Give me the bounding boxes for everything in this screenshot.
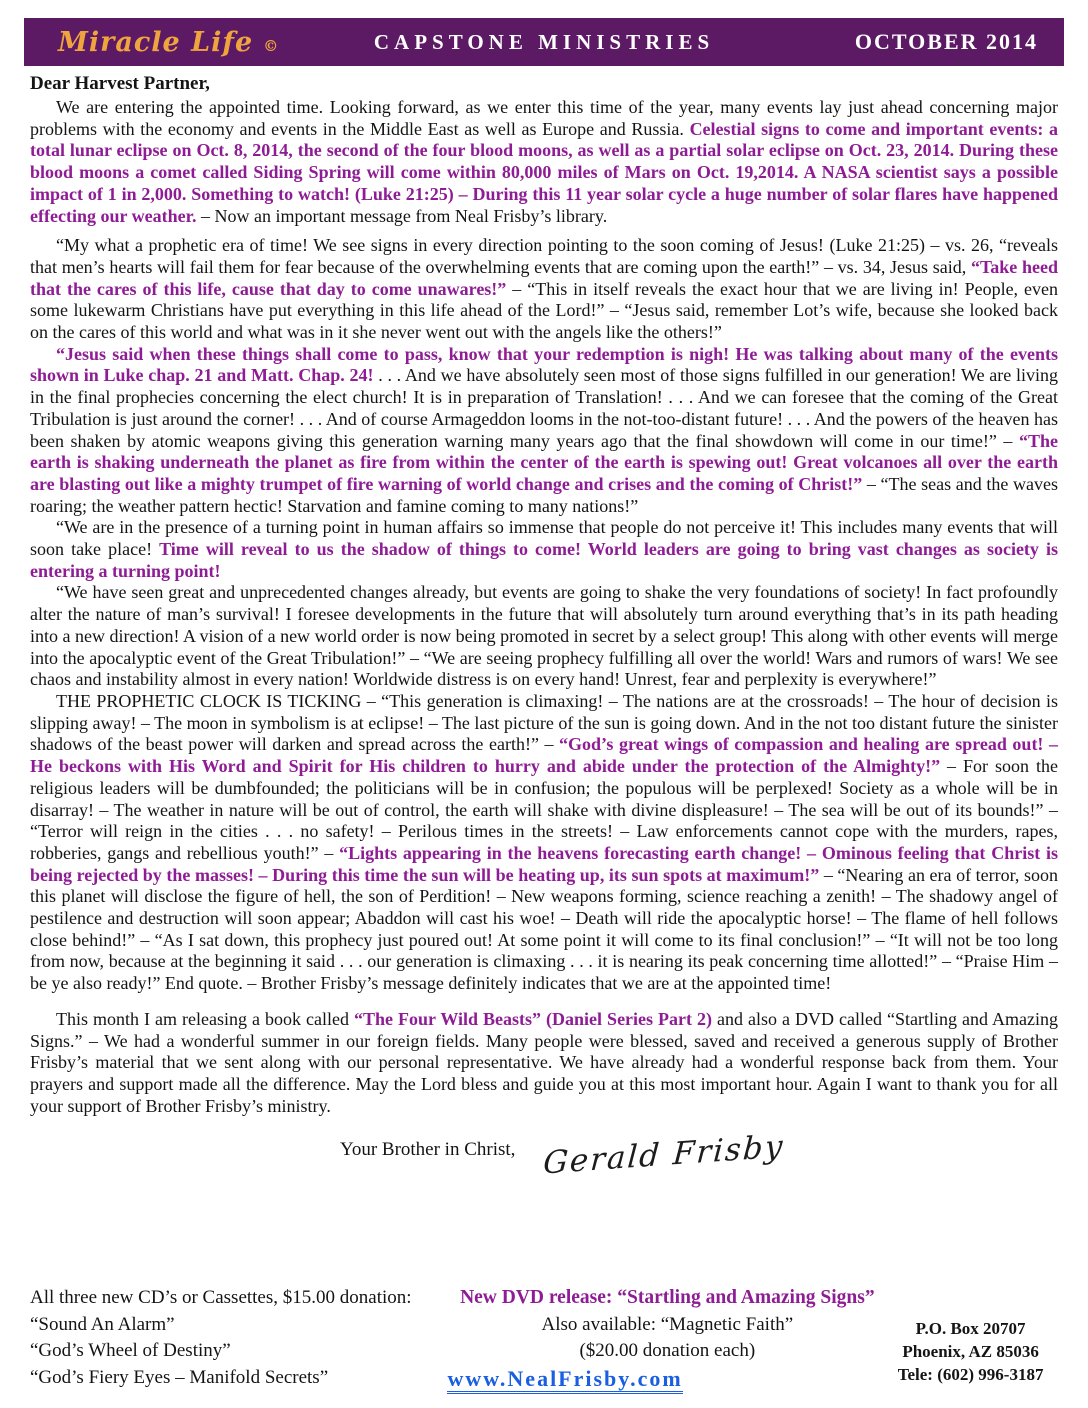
paragraph-text-segment: This month I am releasing a book called	[56, 1008, 354, 1029]
cd-title-item: “Sound An Alarm”	[30, 1313, 175, 1335]
paragraph-text-segment: – “This in itself reveals the exact hour that we are living in! People, even some lukewarm Christians have put everything in this life ahead of the Lord!” – “Jesus said, remember Lot’s wife, because she looked back on the cares of this world and what was in it she never went out with the angels like the others!”	[30, 278, 1058, 343]
po-box-line: P.O. Box 20707	[915, 1319, 1026, 1338]
dvd-release-line: New DVD release: “Startling and Amazing Signs”	[460, 1287, 875, 1308]
paragraph	[30, 517, 1058, 582]
footer-address-block	[883, 1285, 1058, 1386]
masthead-title: CAPSTONE MINISTRIES	[373, 29, 715, 54]
website-row	[447, 1366, 883, 1395]
paragraph-text-segment: . . . And we have absolutely seen most of those signs fulfilled in our generation! We are living in the final prophecies concerning the elect church! It is in preparation of Translation! . . . And we can foresee that the coming of the Great Tribulation is just around the corner! . . . And of course Armageddon looms in the not-too-distant future! . . . And the powers of the heaven has been shaken by atomic weapons giving this generation warning many years ago that the final showdown will come in our time!” –	[30, 365, 1059, 451]
footer-left-column	[30, 1285, 451, 1391]
closing-row	[340, 1128, 1058, 1182]
signature-handwriting: Gerald Frisby	[542, 1128, 786, 1182]
paragraph-text-segment: “Lights appearing in the heavens forecasting earth change! – Ominous feeling that Christ is being rejected by the masses! – During this time the sun will be heating up, its sun spots at maximum!”	[30, 842, 1058, 885]
letter-body	[30, 97, 1058, 1117]
paragraph-text-segment: Celestial signs to come and important events: a total lunar eclipse on Oct. 8, 2014, the second of the four blood moons, as well as a partial solar eclipse on Oct. 23, 2014. During these blood moons a comet called Siding Spring will come within 80,000 miles of Mars on Oct. 19,2014. A NASA scientist says a possible impact of 1 in 2,000. Something to watch! (Luke 21:25) – During this 11 year solar cycle a huge number of solar flares have happened effecting our weather.	[30, 118, 1058, 226]
paragraph-text-segment: “The Four Wild Beasts” (Daniel Series Part 2)	[353, 1008, 713, 1029]
paragraph	[30, 97, 1058, 227]
paragraph-text-segment: “My what a prophetic era of time! We see signs in every direction pointing to the soon coming of Jesus! (Luke 21:25) – vs. 26, “reveals that men’s hearts will fail them for fear because of the overwhelming events that are coming upon the earth!” – vs. 34, Jesus said,	[30, 235, 1058, 277]
ministry-logo	[58, 27, 279, 58]
cd-title-item: “God’s Fiery Eyes – Manifold Secrets”	[30, 1366, 329, 1388]
closing-label: Your Brother in Christ,	[340, 1139, 516, 1161]
paragraph-text-segment: and also a DVD called “Startling and Amazing Signs.” – We had a wonderful summer in our foreign fields. Many people were blessed, saved and received a generous supply of Brother Frisby’s material that we sent along with our personal representative. We have already had a wonderful response back from them. Your prayers and support made all the difference. May the Lord bless and guide you at this most important hour. Again I want to thank you for all your support of Brother Frisby’s ministry.	[30, 1008, 1058, 1116]
paragraph-text-segment: “We have seen great and unprecedented changes already, but events are going to shake the very foundations of society! In fact profoundly alter the nature of man’s survival! I foresee developments in the future that will absolutely turn around everything that’s in its path heading into a new direction! A vision of a new world order is now being promoted in secret by a select group! This along with other events will merge into the apocalyptic event of the Great Tribulation!” – “We are seeing prophecy fulfilling all over the world! Wars and rumors of wars! We see chaos and instability almost in every nation! Worldwide distress is on every hand! Unrest, fear and perplexity is everywhere!”	[30, 582, 1058, 690]
paragraph	[30, 691, 1058, 995]
paragraph-text-segment: – For soon the religious leaders will be dumbfounded; the politicians will be in confusion; the populous will be perplexed! Society as a whole will be in disarray! – The weather in nature will be out of control, the earth will shake with divine displeasure! – The sea will be out of its bounds!” – “Terror will reign in the cities . . . no safety! – Perilous times in the streets! – Law enforcements cannot cope with the murders, rapes, robberies, gangs and rebellious youth!” –	[30, 756, 1059, 863]
footer	[30, 1285, 1058, 1394]
cd-title-item: “God’s Wheel of Destiny”	[30, 1340, 231, 1361]
logo-script-text: Miracle Life	[58, 26, 254, 58]
cd-offer-heading: All three new CD’s or Cassettes, $15.00 donation:	[30, 1287, 412, 1308]
paragraph-text-segment: “Jesus said when these things shall come to pass, know that your redemption is nigh! He was talking about many of the events shown in Luke chap. 21 and Matt. Chap. 24!	[30, 343, 1058, 386]
paragraph-text-segment: We are entering the appointed time. Looking forward, as we enter this time of the year, many events lay just ahead concerning major problems with the economy and events in the Middle East as well as Europe and Russia.	[30, 97, 1058, 139]
also-available-line: Also available: “Magnetic Faith”	[541, 1313, 794, 1335]
copyright-symbol: ©	[263, 36, 280, 55]
website-link[interactable]: www.NealFrisby.com	[447, 1366, 682, 1394]
paragraph-text-segment: “Take heed that the cares of this life, cause that day to come unawares!”	[30, 256, 1058, 299]
cd-title-list	[30, 1312, 451, 1392]
paragraph-text-segment: – “Nearing an era of terror, soon this planet will disclose the figure of hell, the son of Perdition! – New weapons forming, science reaching a zenith! – The shadowy angel of pestilence and destruction will soon appear; Abaddon will cast his woe! – Death will ride the apocalyptic horse! – The flame of hell follows close behind!” – “As I sat down, this prophecy just poured out! At some point it will come to its final conclusion!” – “It will not be too long from now, because at the beginning it said . . . our generation is climaxing . . . it is nearing its peak concerning time allotted!” – “Praise Him – be ye also ready!” End quote. – Brother Frisby’s message definitely indicates that we are at the appointed time!	[30, 864, 1058, 994]
masthead-bar	[24, 18, 1064, 66]
paragraph-text-segment: Time will reveal to us the shadow of things to come! World leaders are going to bring vast changes as society is entering a turning point!	[30, 539, 1058, 581]
paragraph	[30, 1009, 1058, 1118]
paragraph-text-segment: – “The seas and the waves roaring; the weather pattern hectic! Starvation and famine coming to many nations!”	[30, 473, 1058, 516]
phone-line: Tele: (602) 996-3187	[897, 1365, 1044, 1384]
paragraph	[30, 344, 1058, 518]
paragraph	[30, 235, 1058, 344]
footer-center-column	[447, 1285, 883, 1394]
donation-line: ($20.00 donation each)	[579, 1340, 756, 1361]
paragraph-text-segment: “We are in the presence of a turning point in human affairs so immense that people do not perceive it! This includes many events that will soon take place!	[30, 517, 1058, 560]
paragraph-text-segment: THE PROPHETIC CLOCK IS TICKING – “This generation is climaxing! – The nations are at the crossroads! – The hour of decision is slipping away! – The moon in symbolism is at eclipse! – The last picture of the sun is going down. And in the not too distant future the sinister shadows of the beast power will darken and spread across the earth!” –	[30, 690, 1058, 755]
paragraph-text-segment: “God’s great wings of compassion and healing are spread out! – He beckons with His Word and Spirit for His children to hurry and abide under the protection of the Almighty!”	[30, 734, 1058, 777]
paragraph-text-segment: – Now an important message from Neal Frisby’s library.	[196, 205, 608, 226]
salutation: Dear Harvest Partner,	[30, 73, 210, 94]
masthead-date: OCTOBER 2014	[854, 29, 1038, 54]
paragraph	[30, 582, 1058, 691]
city-line: Phoenix, AZ 85036	[902, 1342, 1039, 1361]
paragraph-text-segment: “The earth is shaking underneath the planet as fire from within the center of the earth is spewing out! Great volcanoes all over the earth are blasting out like a mighty trumpet of fire warning of world change and crises and the coming of Christ!”	[30, 430, 1058, 494]
